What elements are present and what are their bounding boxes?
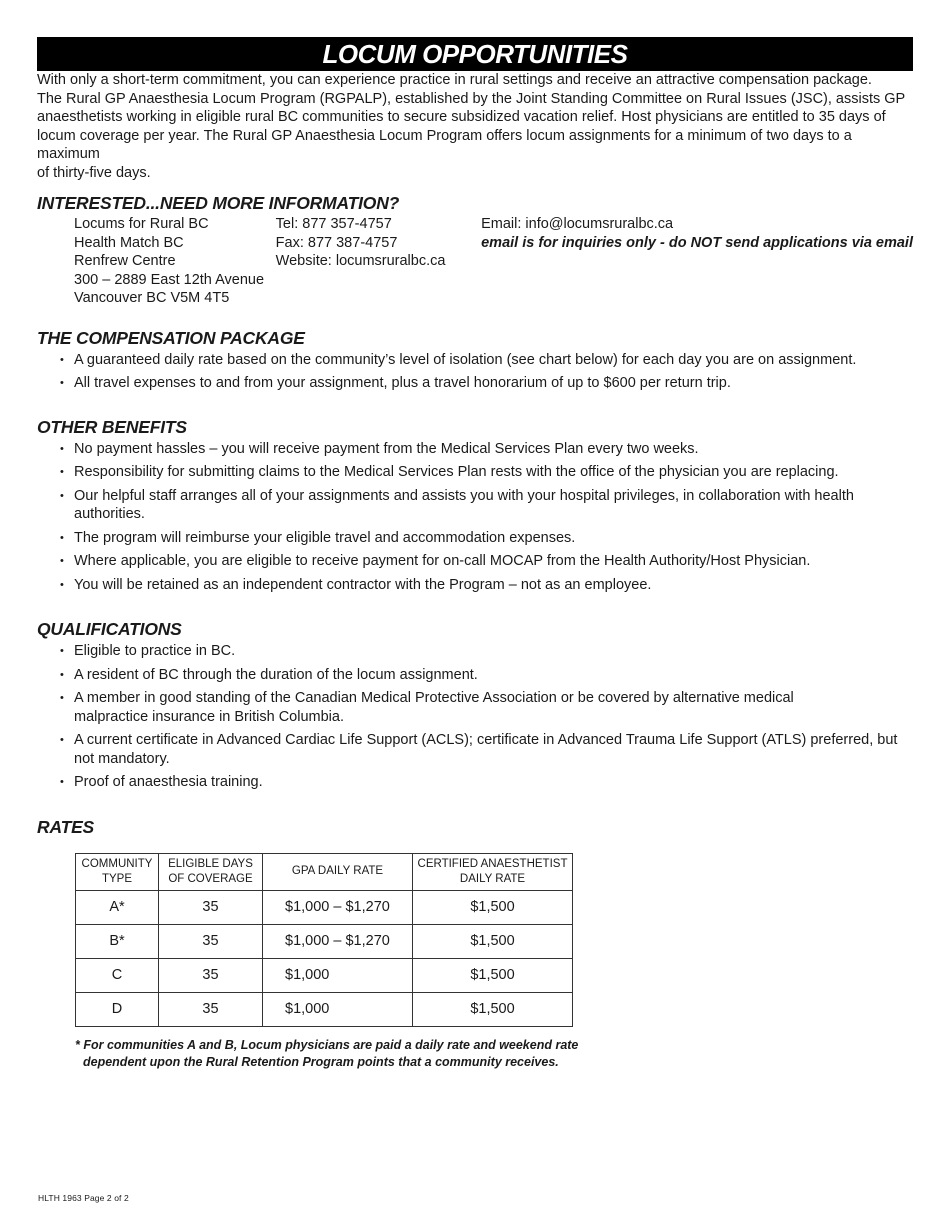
table-cell: $1,500 [413, 992, 573, 1026]
column-header: GPA DAILY RATE [263, 853, 413, 890]
address-line: Vancouver BC V5M 4T5 [74, 290, 230, 306]
list-item: • A resident of BC through the duration of the locum assignment. [60, 666, 478, 683]
list-item: • Proof of anaesthesia training. [60, 774, 263, 790]
list-item: • You will be retained as an independent contractor with the Program – not as an employee. [60, 576, 652, 593]
address-line: Locums for Rural BC [74, 216, 209, 232]
column-header: ELIGIBLE DAYS OF COVERAGE [159, 853, 263, 890]
contact-block [74, 215, 913, 308]
email-column [481, 215, 913, 308]
table-cell: 35 [159, 924, 263, 958]
bullet-icon: • [60, 555, 64, 567]
rates-footnote [75, 1037, 913, 1071]
rates-table [75, 853, 573, 1027]
list-item: • A guaranteed daily rate based on the community’s level of isolation (see chart below) for each day you are on assignment. [60, 351, 857, 368]
email-line[interactable]: Email: info@locumsruralbc.ca [481, 216, 674, 232]
table-cell: 35 [159, 992, 263, 1026]
table-cell: $1,000 [263, 958, 413, 992]
intro-paragraph-1: With only a short-term commitment, you can experience practice in rural settings and receive an attractive compensation package. [37, 72, 872, 88]
table-cell: $1,000 [263, 992, 413, 1026]
table-cell: $1,500 [413, 958, 573, 992]
bullet-icon: • [60, 377, 64, 389]
fax-line: Fax: 877 387-4757 [275, 234, 398, 251]
info-heading: INTERESTED...NEED MORE INFORMATION? [37, 193, 400, 213]
table-cell: 35 [159, 890, 263, 924]
table-cell: C [76, 958, 159, 992]
list-item: • No payment hassles – you will receive payment from the Medical Services Plan every two weeks. [60, 440, 699, 457]
table-cell: $1,500 [413, 924, 573, 958]
bullet-icon: • [60, 776, 64, 788]
table-row [76, 924, 573, 958]
column-header: COMMUNITY TYPE [76, 853, 159, 890]
list-item: • A current certificate in Advanced Cardiac Life Support (ACLS); certificate in Advanced Trauma Life Support (ATLS) preferred, but not mandatory. [60, 732, 898, 767]
bullet-icon: • [60, 668, 64, 681]
address-column [74, 215, 276, 308]
page-title: LOCUM OPPORTUNITIES [37, 37, 913, 71]
column-header: CERTIFIED ANAESTHETIST DAILY RATE [413, 853, 573, 890]
table-cell: A* [76, 890, 159, 924]
email-note: email is for inquiries only - do NOT send applications via email [481, 234, 913, 251]
table-cell: $1,000 – $1,270 [263, 924, 413, 958]
list-item: • All travel expenses to and from your assignment, plus a travel honorarium of up to $600 per return trip. [60, 375, 731, 391]
tel-line: Tel: 877 357-4757 [275, 216, 392, 232]
benefits-heading: OTHER BENEFITS [37, 416, 187, 437]
qualifications-heading: QUALIFICATIONS [37, 619, 182, 639]
benefits-list [37, 440, 913, 595]
intro-line: The Rural GP Anaesthesia Locum Program (RGPALP), established by the Joint Standing Committee on Rural Issues (JSC), assists GP [37, 90, 906, 107]
address-line: 300 – 2889 East 12th Avenue [74, 271, 265, 288]
page-footer: HLTH 1963 Page 2 of 2 [38, 1193, 129, 1203]
table-cell: $1,000 – $1,270 [263, 890, 413, 924]
bullet-icon: • [60, 645, 64, 657]
list-item: • Responsibility for submitting claims to the Medical Services Plan rests with the office of the physician you are replacing. [60, 464, 839, 480]
qualifications-list [37, 642, 913, 792]
table-row [76, 958, 573, 992]
compensation-heading: THE COMPENSATION PACKAGE [37, 327, 305, 348]
table-header-row [76, 853, 573, 890]
intro-line: of thirty-five days. [37, 164, 151, 181]
bullet-icon: • [60, 466, 64, 478]
bullet-icon: • [60, 442, 64, 455]
footnote-line: * For communities A and B, Locum physicians are paid a daily rate and weekend rate [75, 1037, 579, 1052]
intro-line: locum coverage per year. The Rural GP Anaesthesia Locum Program offers locum assignments for a minimum of two days to a maximum [37, 127, 852, 162]
table-row [76, 890, 573, 924]
table-cell: 35 [159, 958, 263, 992]
bullet-icon: • [60, 692, 64, 704]
table-cell: $1,500 [413, 890, 573, 924]
rates-heading: RATES [37, 816, 95, 837]
bullet-icon: • [60, 353, 64, 366]
intro-line: anaesthetists working in eligible rural BC communities to secure subsidized vacation relief. Host physicians are entitled to 35 days of [37, 109, 886, 125]
table-row [76, 992, 573, 1026]
compensation-list [37, 351, 913, 393]
list-item: • Where applicable, you are eligible to receive payment for on-call MOCAP from the Health Authority/Host Physician. [60, 553, 811, 569]
list-item: • Our helpful staff arranges all of your assignments and assists you with your hospital privileges, in collaboration with health authorities. [60, 487, 854, 522]
list-item: • A member in good standing of the Canadian Medical Protective Association or be covered by alternative medical malpractice insurance in British Columbia. [60, 690, 794, 725]
footnote-line: dependent upon the Rural Retention Program points that a community receives. [83, 1054, 559, 1069]
phone-column [276, 215, 481, 308]
intro-paragraph-2 [37, 90, 913, 183]
list-item: • Eligible to practice in BC. [60, 643, 236, 659]
address-line: Renfrew Centre [74, 253, 176, 269]
document-page [37, 37, 913, 1071]
bullet-icon: • [60, 489, 64, 502]
bullet-icon: • [60, 734, 64, 746]
bullet-icon: • [60, 578, 64, 591]
table-cell: D [76, 992, 159, 1026]
bullet-icon: • [60, 531, 64, 544]
table-cell: B* [76, 924, 159, 958]
list-item: • The program will reimburse your eligible travel and accommodation expenses. [60, 529, 576, 546]
address-line: Health Match BC [74, 234, 184, 251]
website-line[interactable]: Website: locumsruralbc.ca [275, 253, 446, 269]
